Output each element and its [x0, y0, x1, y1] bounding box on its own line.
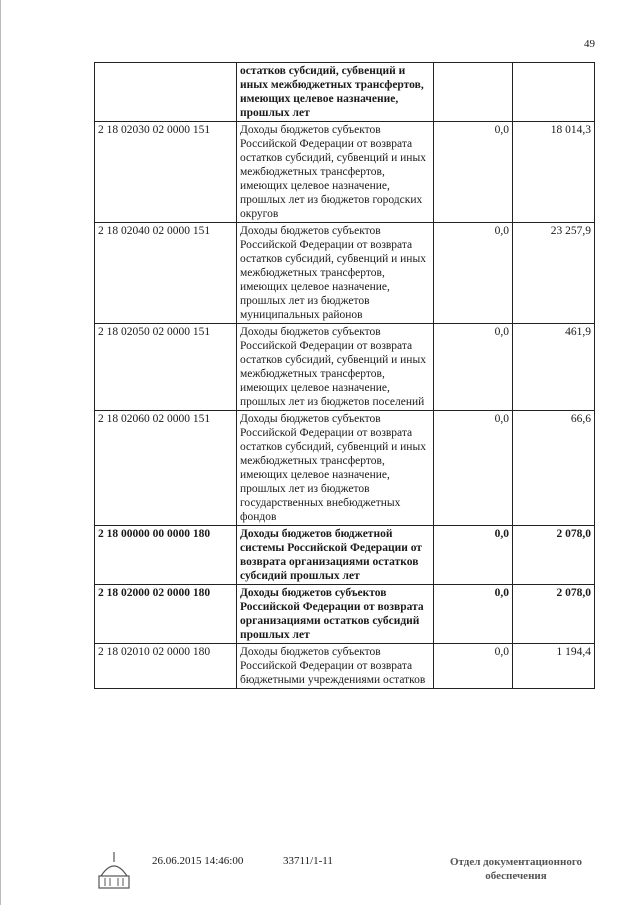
row-description: остатков субсидий, субвенций и иных межбюджетных трансфертов, имеющих целевое назначение, прошлых лет: [237, 63, 434, 122]
table-row: [95, 411, 595, 526]
row-value-actual: 2 078,0: [513, 585, 595, 644]
stamp-line-2: обеспечения: [485, 870, 547, 882]
row-value-actual: 1 194,4: [513, 644, 595, 689]
row-description: Доходы бюджетов субъектов Российской Федерации от возврата остатков субсидий, субвенций и иных межбюджетных трансфертов, имеющих целевое назначение, прошлых лет из бюджетов муниципальных районов: [237, 223, 434, 324]
row-value-plan: 0,0: [434, 122, 513, 223]
row-code: 2 18 02060 02 0000 151: [95, 411, 237, 526]
table-row: [95, 122, 595, 223]
row-value-actual: 18 014,3: [513, 122, 595, 223]
emblem-icon: [97, 848, 131, 892]
row-value-actual: 23 257,9: [513, 223, 595, 324]
row-value-plan: 0,0: [434, 223, 513, 324]
row-description: Доходы бюджетов субъектов Российской Федерации от возврата остатков субсидий, субвенций и иных межбюджетных трансфертов, имеющих целевое назначение, прошлых лет из бюджетов поселений: [237, 324, 434, 411]
row-value-actual: 66,6: [513, 411, 595, 526]
table-row: [95, 223, 595, 324]
page-number: 49: [584, 38, 595, 50]
table-row: [95, 526, 595, 585]
row-description: Доходы бюджетов субъектов Российской Федерации от возврата бюджетными учреждениями остатков: [237, 644, 434, 689]
row-code: 2 18 00000 00 0000 180: [95, 526, 237, 585]
row-code: 2 18 02040 02 0000 151: [95, 223, 237, 324]
table-row: [95, 63, 595, 122]
row-code: 2 18 02010 02 0000 180: [95, 644, 237, 689]
row-value-plan: 0,0: [434, 644, 513, 689]
row-description: Доходы бюджетов субъектов Российской Федерации от возврата организациями остатков субсидий прошлых лет: [237, 585, 434, 644]
row-code: 2 18 02030 02 0000 151: [95, 122, 237, 223]
row-value-plan: 0,0: [434, 526, 513, 585]
row-value-plan: 0,0: [434, 585, 513, 644]
department-stamp: [436, 855, 596, 883]
stamp-line-1: Отдел документационного: [449, 856, 583, 868]
row-description: Доходы бюджетов субъектов Российской Федерации от возврата остатков субсидий, субвенций и иных межбюджетных трансфертов, имеющих целевое назначение, прошлых лет из бюджетов городских округов: [237, 122, 434, 223]
row-value-plan: 0,0: [434, 324, 513, 411]
row-value-plan: [434, 63, 513, 122]
row-value-actual: [513, 63, 595, 122]
budget-revenue-table: [94, 62, 595, 689]
scan-edge-line: [0, 0, 1, 905]
table-row: [95, 585, 595, 644]
row-description: Доходы бюджетов субъектов Российской Федерации от возврата остатков субсидий, субвенций и иных межбюджетных трансфертов, имеющих целевое назначение, прошлых лет из бюджетов государственных внебюджетных фондов: [237, 411, 434, 526]
row-description: Доходы бюджетов бюджетной системы Российской Федерации от возврата организациями остатков субсидий прошлых лет: [237, 526, 434, 585]
row-value-plan: 0,0: [434, 411, 513, 526]
row-code: 2 18 02050 02 0000 151: [95, 324, 237, 411]
footer-doc-number: 33711/1-11: [283, 855, 333, 867]
row-code: 2 18 02000 02 0000 180: [95, 585, 237, 644]
row-value-actual: 2 078,0: [513, 526, 595, 585]
table-row: [95, 324, 595, 411]
row-code: [95, 63, 237, 122]
row-value-actual: 461,9: [513, 324, 595, 411]
footer-date: 26.06.2015 14:46:00: [152, 855, 244, 867]
table-row: [95, 644, 595, 689]
